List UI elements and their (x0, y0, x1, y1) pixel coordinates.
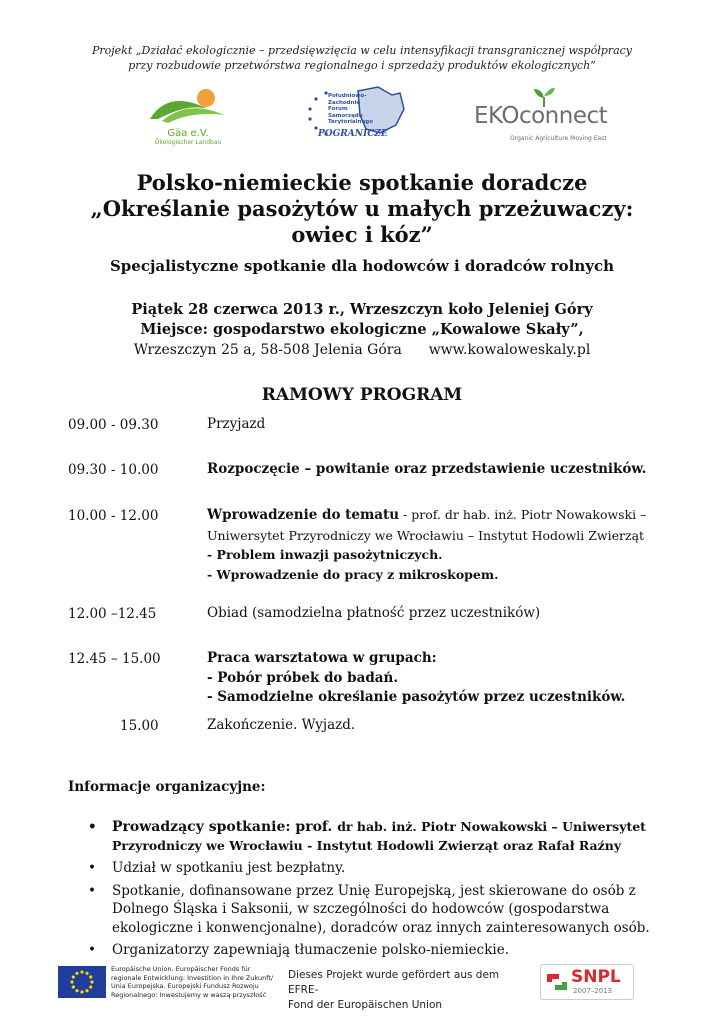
program-point: - Problem inwazji pasożytniczych. (207, 547, 443, 562)
org-text: Spotkanie, dofinansowane przez Unię Europejską, jest skierowane do osób z Dolnego Śląska i Saksonii, w szczególności do hodowców (gospodarstwa ekologiczne i konwencjonalne), doradców oraz innych zainteresowanych osób. (112, 882, 650, 936)
page-title (0, 170, 724, 248)
program-heading: RAMOWY PROGRAM (261, 385, 463, 405)
efre-line2: Fond der Europäischen Union (288, 999, 443, 1011)
program-time: 12.45 – 15.00 (68, 651, 161, 667)
org-text: Udział w spotkaniu jest bezpłatny. (112, 860, 346, 876)
title-line2: „Określanie pasożytów u małych przeżuwaczy: (90, 196, 634, 221)
org-leaders: dr hab. inż. Piotr Nowakowski – Uniwersytet Przyrodniczy we Wrocławiu - Instytut Hodowli Zwierząt oraz Rafał Raźny (112, 819, 646, 853)
list-item (68, 859, 668, 878)
program-intro-row (207, 505, 677, 526)
program-block (207, 505, 677, 584)
list-item (68, 818, 668, 855)
eu-flag-icon (58, 966, 106, 998)
ekoconnect-name: EKOconnect (474, 103, 608, 129)
bullet-icon: • (88, 882, 96, 899)
eu-line: Europäische Union. Europäischer Fonds für (111, 965, 251, 973)
snpl-name: SNPL (571, 967, 621, 987)
program-point: - Samodzielne określanie pasożytów przez uczestników. (207, 689, 626, 705)
program-time: 15.00 (120, 718, 159, 734)
org-lead: Prowadzący spotkanie: prof. (112, 819, 338, 835)
event-address-row (0, 340, 724, 360)
project-header-line1: Projekt „Działać ekologicznie – przedsięwzięcia w celu intensyfikacji transgranicznej współpracy (91, 44, 633, 57)
title-line3: owiec i kóz” (291, 222, 433, 247)
program-point: - Pobór próbek do badań. (207, 669, 399, 686)
gaa-name: Gäa e.V. (167, 128, 209, 139)
program-time: 12.00 –12.45 (68, 606, 157, 622)
list-item (68, 882, 668, 938)
eu-line: regionale Entwicklung: Investition in Ihre Zukunft/ (111, 973, 274, 982)
snpl-logo (540, 964, 634, 1000)
pogranicze-line5: Terytorialnego (328, 119, 374, 125)
pogranicze-logo (300, 85, 410, 145)
pogranicze-line4: Samorządu (328, 112, 363, 119)
program-time: 09.30 - 10.00 (68, 462, 159, 478)
org-text: Organizatorzy zapewniają tłumaczenie polsko-niemieckie. (112, 942, 509, 958)
project-header (0, 43, 724, 73)
eu-line: Unia Europejska. Europejski Fundusz Rozwoju (111, 982, 259, 990)
org-list (68, 818, 668, 964)
pogranicze-line1: Południowo- (328, 93, 367, 99)
program-text: Obiad (samodzielna płatność przez uczestników) (207, 605, 541, 621)
program-text: Przyjazd (207, 416, 266, 432)
ekoconnect-tagline: Organic Agriculture Moving East (510, 135, 607, 142)
event-address: Wrzeszczyn 25 a, 58-508 Jelenia Góra (133, 342, 402, 358)
project-header-line2: przy rozbudowie przetwórstwa regionalnego i sprzedaży produktów ekologicznych” (128, 59, 596, 72)
title-line1: Polsko-niemieckie spotkanie doradcze (136, 170, 588, 195)
pogranicze-text (328, 93, 388, 126)
pogranicze-name: POGRANICZE (318, 129, 388, 139)
program-affiliation: Uniwersytet Przyrodniczy we Wrocławiu – Instytut Hodowli Zwierząt (207, 527, 645, 543)
bullet-icon: • (88, 942, 96, 958)
program-speaker: - prof. dr hab. inż. Piotr Nowakowski – (399, 507, 647, 522)
event-info (0, 300, 724, 360)
list-item (68, 941, 668, 960)
gaa-logo-mark (148, 85, 228, 125)
gaa-logo (148, 85, 228, 155)
pogranicze-line3: Forum (328, 106, 348, 112)
subtitle: Specjalistyczne spotkanie dla hodowców i doradców rolnych (109, 257, 615, 275)
event-date: Piątek 28 czerwca 2013 r., Wrzeszczyn koło Jeleniej Góry (131, 301, 593, 318)
org-heading: Informacje organizacyjne: (68, 779, 266, 795)
program-title: Praca warsztatowa w grupach: (207, 650, 437, 666)
program-time: 10.00 - 12.00 (68, 508, 159, 524)
program-title: Wprowadzenie do tematu (207, 507, 400, 523)
program-point: - Wprowadzenie do pracy z mikroskopem. (207, 566, 499, 582)
eu-stars (58, 966, 106, 998)
event-place: Miejsce: gospodarstwo ekologiczne „Kowalowe Skały”, (140, 321, 584, 338)
eu-line: Regionalnego: Inwestujemy w waszą przyszłość (111, 990, 267, 999)
program-text: Rozpoczęcie – powitanie oraz przedstawienie uczestników. (207, 461, 647, 477)
event-website[interactable]: www.kowaloweskaly.pl (428, 342, 591, 358)
program-time: 09.00 - 09.30 (68, 417, 159, 433)
program-text: Zakończenie. Wyjazd. (207, 717, 356, 733)
efre-text (288, 968, 528, 1013)
pogranicze-line2: Zachodnie (328, 99, 361, 106)
bullet-icon: • (88, 860, 96, 876)
snpl-years: 2007–2013 (573, 987, 613, 995)
program-block (207, 649, 677, 708)
ekoconnect-logo (474, 85, 614, 155)
efre-line1: Dieses Projekt wurde gefördert aus dem EFRE- (288, 969, 500, 996)
gaa-subtitle: Ökologischer Landbau (154, 139, 222, 146)
snpl-emblem-icon (545, 970, 569, 994)
bullet-icon: • (88, 819, 97, 835)
eu-text (111, 965, 281, 999)
